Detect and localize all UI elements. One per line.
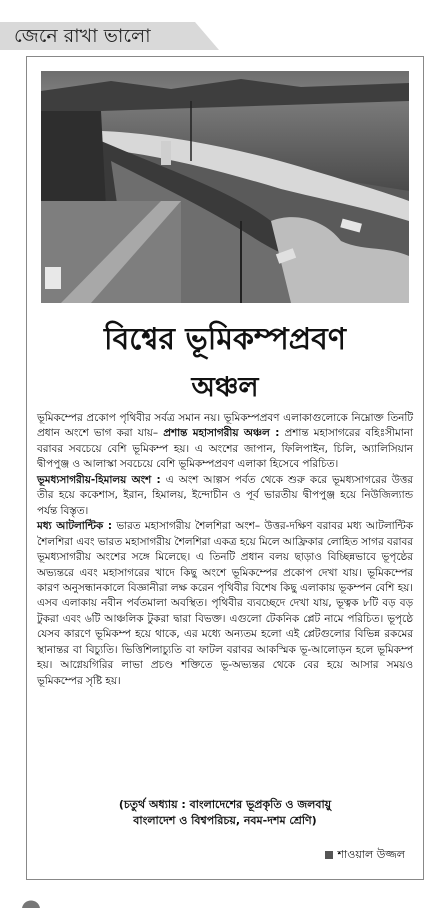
headline-line1: বিশ্বের ভূমিকম্পপ্রবণ — [104, 322, 346, 357]
zone1-heading: প্রশান্ত মহাসাগরীয় অঞ্চল : — [163, 427, 280, 440]
zone2-text: এ অংশ আল্পস পর্বত থেকে শুরু করে ভূমধ্যসাগরের উত্তর তীর হয়ে ককেশাস, ইরান, হিমালয়, ইন্দোচীন ও পূর্ব ভারতীয় দ্বীপপুঞ্জ হয়ে নিউজিল্যান্ড পর্যন্ত বিস্তৃত। — [37, 473, 413, 517]
author-credit — [325, 847, 405, 863]
zone3-text: ভারত মহাসাগরীয় শৈলশিরা অংশ– উত্তর-দক্ষিণ বরাবর মধ্য আটলান্টিক শৈলশিরা এবং ভারত মহাসাগরীয় শৈলশিরা একত্র হয়ে মিলে আফ্রিকার লোহিত সাগর বরাবর ভূমধ্যসাগরীয় অংশের সঙ্গে মিলেছে। এ তিনটি প্রধান বলয় ছাড়াও বিচ্ছিন্নভাবে ভূপৃষ্ঠের অভ্যন্তরে এবং মহাসাগরের খাদে কিছু অংশে ভূমিকম্পের প্রকোপ দেখা যায়। ভূমিকম্পের কারণ অনুসন্ধানকালে বিজ্ঞানীরা লক্ষ করেন পৃথিবীর বিশেষ কিছু এলাকায় ভূকম্পন বেশি হয়। এসব এলাকায় নবীন পর্বতমালা অবস্থিত। পৃথিবীর ব্যবচ্ছেদে দেখা যায়, ভূত্বক ৮টি বড় বড় টুকরা এবং ৬টি আঞ্চলিক টুকরা দ্বারা বিভক্ত। এগুলো টেকনিক প্লেট নামে পরিচিত। ভূপৃষ্ঠে যেসব কারণে ভূমিকম্প হয়ে থাকে, এর মধ্যে অন্যতম হলো এই প্লেটগুলোর বিভিন্ন রকমের স্থানান্তর বা বিচ্যুতি। ভিত্তিশিলাচ্যুতি বা ফাটল বরাবর আকস্মিক ভূ-আলোড়ন হলে ভূমিকম্প হয়। আগ্নেয়গিরির লাভা প্রচণ্ড শক্তিতে ভূ-অভ্যন্তর থেকে বের হয়ে আসার সময়ও ভূমিকম্পের সৃষ্টি হয়। — [37, 520, 413, 687]
photo-illustration — [41, 71, 409, 303]
zone3-heading: মধ্য আটলান্টিক : — [37, 520, 112, 533]
tab-slant — [195, 22, 219, 50]
intro-text: ভূমিকম্পের প্রকোপ পৃথিবীর সর্বত্র সমান নয়। ভূমিকম্পপ্রবণ এলাকাগুলোকে নিম্নোক্ত তিনটি প্রধান অংশে ভাগ করা যায়– — [37, 412, 413, 440]
zone2-paragraph — [37, 473, 413, 519]
section-label: জেনে রাখা ভালো — [14, 25, 151, 47]
headline-line2: অঞ্চল — [191, 372, 259, 403]
publisher-logo-icon — [20, 896, 42, 908]
zone2-heading: ভূমধ্যসাগরীয়-হিমালয় অংশ : — [37, 473, 161, 486]
tsunami-photo — [41, 71, 409, 303]
zone1-text: প্রশান্ত মহাসাগরের বহিঃসীমানা বরাবর সবচেয়ে বেশি ভূমিকম্প হয়। এ অংশের জাপান, ফিলিপাইন, চিলি, অ্যালিসিয়ান দ্বীপপুঞ্জ ও আলাস্কা সবচেয়ে বেশি ভূমিকম্পপ্রবণ এলাকা হিসেবে পরিচিত। — [37, 427, 414, 471]
section-tab — [0, 0, 434, 52]
source-line1: (চতুর্থ অধ্যায় : বাংলাদেশের ভূপ্রকৃতি ও জলবায়ু — [118, 798, 332, 811]
intro-paragraph — [37, 411, 413, 473]
source-citation — [47, 797, 403, 829]
article-frame — [26, 56, 424, 880]
zone3-paragraph — [37, 519, 413, 689]
author-name: শাওয়াল উজ্জল — [337, 848, 405, 861]
square-bullet-icon — [325, 851, 333, 859]
source-line2: বাংলাদেশ ও বিশ্বপরিচয়, নবম-দশম শ্রেণি) — [133, 814, 317, 827]
article-body — [37, 411, 413, 689]
